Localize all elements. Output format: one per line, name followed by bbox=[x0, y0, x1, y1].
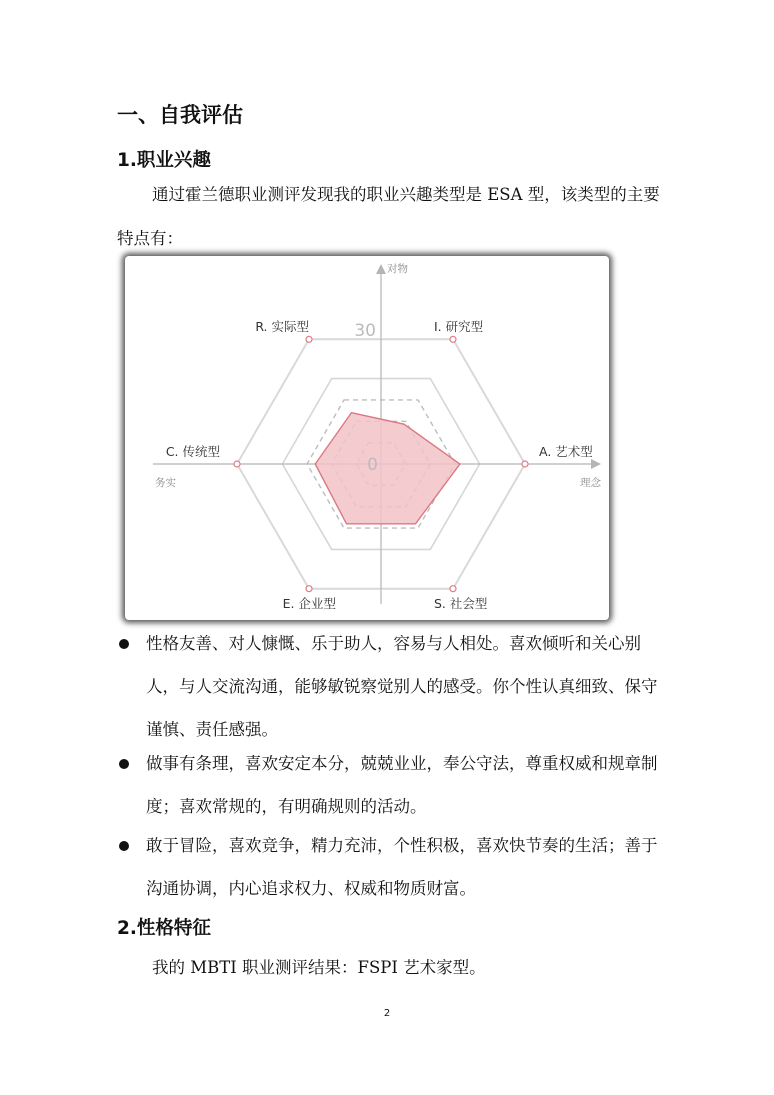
page-number: 2 bbox=[383, 1008, 391, 1019]
intro-paragraph: 通过霍兰德职业测评发现我的职业兴趣类型是 ESA 型，该类型的主要特点有： bbox=[117, 185, 660, 248]
horizontal-axis-arrow-icon bbox=[591, 459, 601, 469]
page-heading: 一、自我评估 bbox=[117, 103, 243, 127]
bullet-text: 性格友善、对人慷慨、乐于助人，容易与人相处。喜欢倾听和关心别人，与人交流沟通，能够敏锐察觉别人的感受。你个性认真细致、保守谨慎、责任感强。 bbox=[146, 634, 658, 739]
section-title-career-interest: 1.职业兴趣 bbox=[117, 150, 211, 171]
bullet-item-1 bbox=[117, 622, 662, 751]
axis-label-top: 对物 bbox=[387, 263, 408, 275]
vertex-marker-1 bbox=[306, 336, 312, 342]
category-label: E. 企业型 bbox=[282, 596, 336, 611]
bullet-dot-icon bbox=[119, 639, 129, 649]
vertex-marker-6 bbox=[234, 461, 240, 467]
holland-radar-chart bbox=[125, 256, 609, 620]
mbti-paragraph: 我的 MBTI 职业测评结果：FSPI 艺术家型。 bbox=[152, 958, 486, 977]
bullet-item-2 bbox=[117, 742, 662, 828]
tick-label-zero: 0 bbox=[367, 455, 378, 475]
bullet-dot-icon bbox=[119, 759, 129, 769]
axis-label-right: 理念 bbox=[580, 477, 601, 489]
vertex-marker-2 bbox=[450, 336, 456, 342]
vertical-axis-arrow-icon bbox=[376, 264, 386, 274]
vertex-marker-5 bbox=[306, 586, 312, 592]
bullet-dot-icon bbox=[119, 841, 129, 851]
bullet-text: 做事有条理，喜欢安定本分，兢兢业业，奉公守法，尊重权威和规章制度；喜欢常规的，有明确规则的活动。 bbox=[146, 754, 658, 816]
category-label: C. 传统型 bbox=[165, 444, 220, 459]
axis-label-left: 务实 bbox=[155, 477, 176, 489]
tick-label-max: 30 bbox=[354, 321, 376, 341]
bullet-text: 敢于冒险，喜欢竞争，精力充沛，个性积极，喜欢快节奏的生活；善于沟通协调，内心追求权力、权威和物质财富。 bbox=[146, 836, 658, 898]
vertex-marker-4 bbox=[450, 586, 456, 592]
bullet-item-3 bbox=[117, 824, 662, 910]
category-label: I. 研究型 bbox=[434, 319, 484, 334]
section-title-personality: 2.性格特征 bbox=[117, 918, 211, 939]
category-label: S. 社会型 bbox=[434, 596, 488, 611]
category-label: A. 艺术型 bbox=[539, 444, 593, 459]
vertex-marker-3 bbox=[522, 461, 528, 467]
data-area bbox=[315, 413, 460, 524]
category-label: R. 实际型 bbox=[255, 319, 309, 334]
radar-svg bbox=[125, 256, 609, 620]
